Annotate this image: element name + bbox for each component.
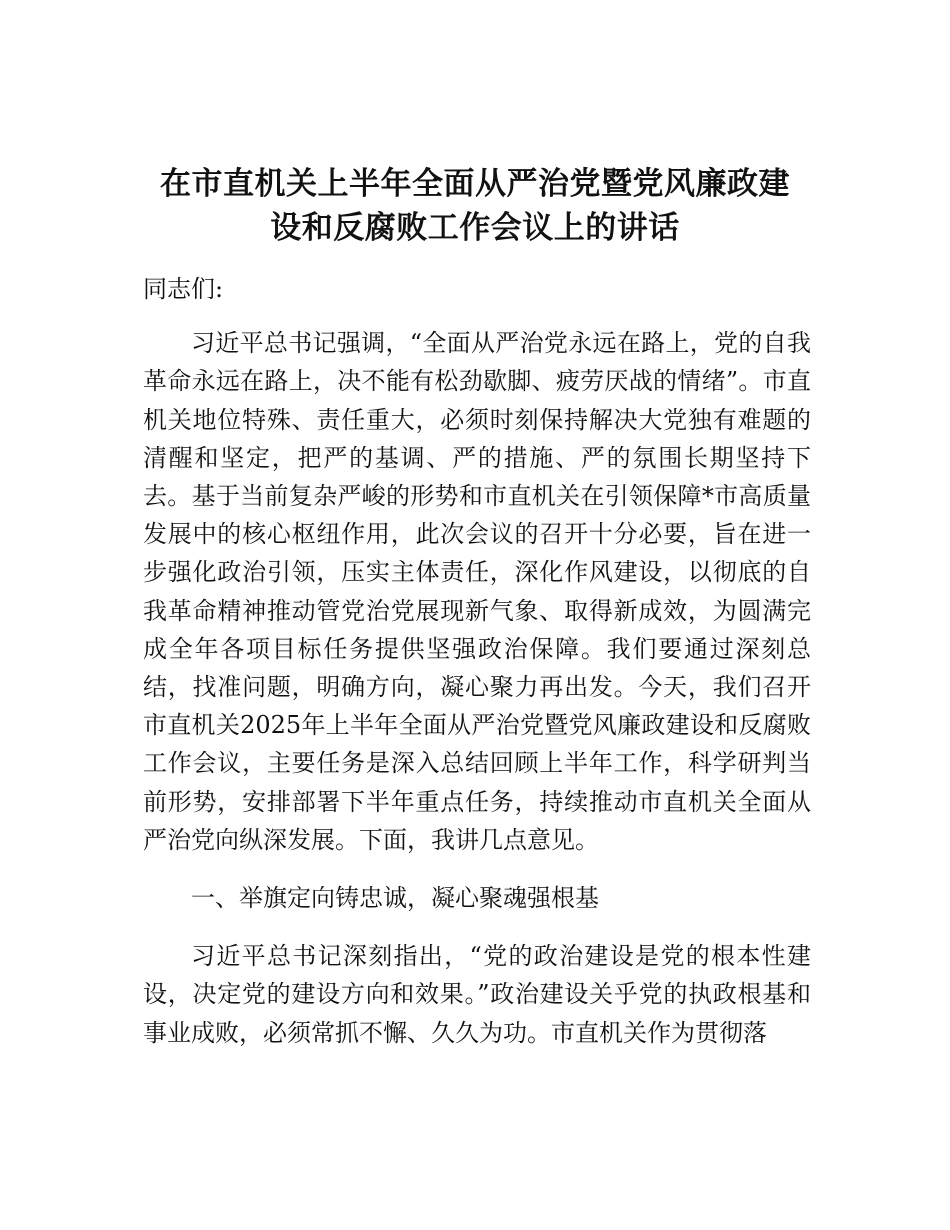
title-line-2: 设和反腐败工作会议上的讲话 bbox=[270, 210, 680, 246]
spacer bbox=[143, 308, 811, 324]
section-heading-1: 一、举旗定向铸忠诚，凝心聚魂强根基 bbox=[191, 884, 599, 913]
document-title bbox=[110, 162, 840, 250]
paragraph-intro: 习近平总书记强调，“全面从严治党永远在路上，党的自我革命永远在路上，决不能有松劲歇脚、疲劳厌战的情绪”。市直机关地位特殊、责任重大，必须时刻保持解决大党独有难题的清醒和坚定，把严的基调、严的措施、严的氛围长期坚持下去。基于当前复杂严峻的形势和市直机关在引领保障*市高质量发展中的核心枢纽作用，此次会议的召开十分必要，旨在进一步强化政治引领，压实主体责任，深化作风建设，以彻底的自我革命精神推动管党治党展现新气象、取得新成效，为圆满完成全年各项目标任务提供坚强政治保障。我们要通过深刻总结，找准问题，明确方向，凝心聚力再出发。今天，我们召开市直机关2025年上半年全面从严治党暨党风廉政建设和反腐败工作会议，主要任务是深入总结回顾上半年工作，科学研判当前形势，安排部署下半年重点任务，持续推动市直机关全面从严治党向纵深发展。下面，我讲几点意见。 bbox=[143, 329, 811, 854]
spacer bbox=[143, 917, 811, 937]
document-body bbox=[143, 270, 811, 1052]
title-line-1: 在市直机关上半年全面从严治党暨党风廉政建 bbox=[160, 166, 790, 202]
spacer bbox=[143, 859, 811, 879]
salutation: 同志们: bbox=[143, 275, 224, 303]
paragraph-section-1: 习近平总书记深刻指出，“党的政治建设是党的根本性建设，决定党的建设方向和效果。”政治建设关乎党的执政根基和事业成败，必须常抓不懈、久久为功。市直机关作为贯彻落 bbox=[143, 942, 811, 1047]
